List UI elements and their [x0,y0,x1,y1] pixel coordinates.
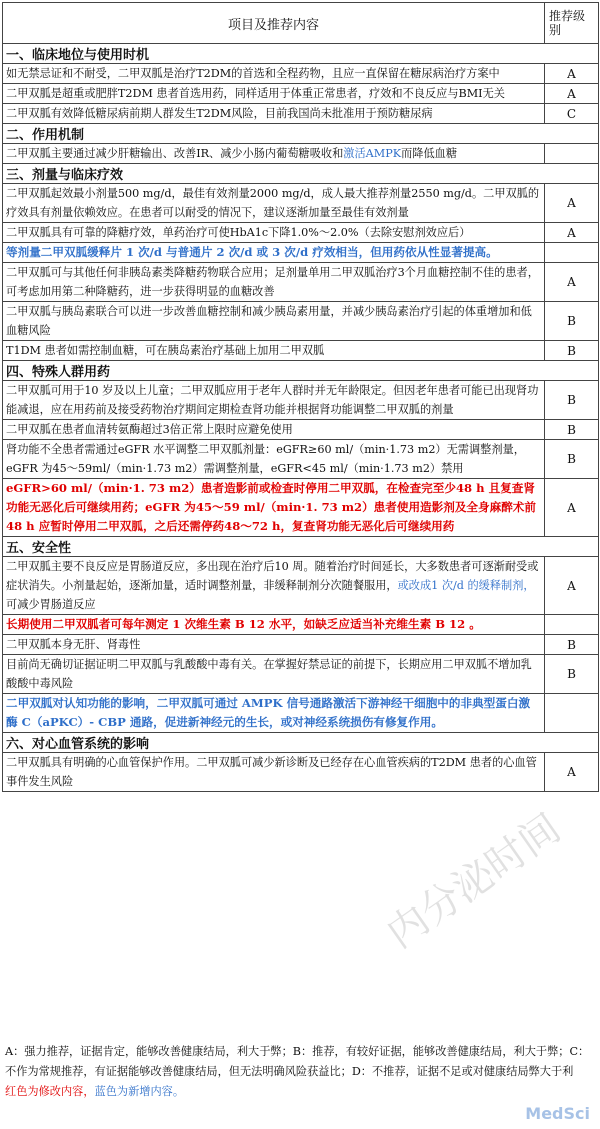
section-header-row [3,124,599,144]
medsci-logo: MedSci [525,1104,590,1123]
header-grade-column: 推荐级别 [545,3,599,44]
recommendation-text: 二甲双胍具有可靠的降糖疗效，单药治疗可使HbA1c下降1.0%～2.0%（去除安慰剂效应后） [3,223,545,243]
recommendation-grade: B [545,635,599,655]
recommendation-text: 二甲双胍是超重或肥胖T2DM 患者首选用药，同样适用于体重正常患者，疗效和不良反应与BMI无关 [3,84,545,104]
recommendation-grade [545,694,599,733]
recommendation-grade: C [545,104,599,124]
text-tail: 可减少胃肠道反应 [6,598,96,611]
header-item-column: 项目及推荐内容 [3,3,545,44]
footnote-blue-note: 蓝色为新增内容。 [94,1085,185,1098]
recommendation-text: 长期使用二甲双胍者可每年测定 1 次维生素 B 12 水平，如缺乏应适当补充维生素 B 12 。 [3,615,545,635]
table-header-row [3,3,599,44]
recommendation-row [3,557,599,615]
recommendation-grade: A [545,479,599,537]
recommendation-text: 如无禁忌证和不耐受，二甲双胍是治疗T2DM的首选和全程药物，且应一直保留在糖尿病治疗方案中 [3,64,545,84]
section-header-row [3,44,599,64]
recommendation-text: 二甲双胍对认知功能的影响，二甲双胍可通过 AMPK 信号通路激活下游神经干细胞中的非典型蛋白激酶 C（aPKC）- CBP 通路，促进新神经元的生长，或对神经系统损伤有修复作用。 [3,694,545,733]
recommendation-text: 等剂量二甲双胍缓释片 1 次/d 与普通片 2 次/d 或 3 次/d 疗效相当，但用药依从性显著提高。 [3,243,545,263]
recommendation-grade: A [545,753,599,792]
watermark: 内分泌时间 [378,805,570,958]
recommendation-text: eGFR>60 ml/（min·1. 73 m2）患者造影前或检查时停用二甲双胍，在检查完至少48 h 且复查肾功能无恶化后可继续用药；eGFR 为45～59 ml/（min·1. 73 m2）患者使用造影剂及全身麻醉术前48 h 应暂时停用二甲双胍，之后还需停药48～72 h，复查肾功能无恶化后可继续用药 [3,479,545,537]
recommendation-row [3,243,599,263]
recommendation-text: 二甲双胍具有明确的心血管保护作用。二甲双胍可减少新诊断及已经存在心血管疾病的T2DM 患者的心血管事件发生风险 [3,753,545,792]
recommendation-grade: A [545,223,599,243]
recommendation-row [3,655,599,694]
recommendation-row [3,381,599,420]
recommendation-row [3,753,599,792]
recommendation-grade: B [545,655,599,694]
recommendation-grade: B [545,341,599,361]
recommendation-grade: A [545,64,599,84]
section-header-row [3,361,599,381]
recommendation-text: 二甲双胍本身无肝、肾毒性 [3,635,545,655]
recommendation-grade: B [545,302,599,341]
section-title: 五、安全性 [3,537,599,557]
text-added-blue: 激活AMPK [343,147,402,160]
recommendation-grade [545,615,599,635]
recommendation-text: 肾功能不全患者需通过eGFR 水平调整二甲双胍剂量：eGFR≥60 ml/（min·1.73 m2）无需调整剂量，eGFR 为45～59ml/（min·1.73 m2）需调整剂量，eGFR<45 ml/（min·1.73 m2）禁用 [3,440,545,479]
recommendation-text: 二甲双胍可用于10 岁及以上儿童；二甲双胍应用于老年人群时并无年龄限定。但因老年患者可能已出现肾功能减退，应在用药前及接受药物治疗期间定期检查肾功能并根据肾功能调整二甲双胍的剂量 [3,381,545,420]
text-plain: 二甲双胍主要不良反应是胃肠道反应，多出现在治疗后10 周。随着治疗时间延长，大多数患者可逐渐耐受或症状消失。小剂量起始，逐渐加量，适时调整剂量，非缓释制剂分次随餐服用， [6,560,539,592]
recommendation-grade: A [545,84,599,104]
recommendation-grade [545,243,599,263]
recommendation-grade: A [545,184,599,223]
recommendation-row [3,184,599,223]
footnote-text: A：强力推荐，证据肯定，能够改善健康结局，利大于弊；B：推荐，有较好证据，能够改善健康结局，利大于弊；C：不作为常规推荐，有证据能够改善健康结局，但无法明确风险获益比；D：不推荐，证据不足或对健康结局弊大于利 [5,1045,590,1078]
recommendation-row [3,302,599,341]
recommendation-text: T1DM 患者如需控制血糖，可在胰岛素治疗基础上加用二甲双胍 [3,341,545,361]
section-title: 六、对心血管系统的影响 [3,733,599,753]
recommendation-text: 目前尚无确切证据证明二甲双胍与乳酸酸中毒有关。在掌握好禁忌证的前提下，长期应用二甲双胍不增加乳酸酸中毒风险 [3,655,545,694]
recommendation-row [3,341,599,361]
recommendation-text [3,144,545,164]
section-header-row [3,733,599,753]
recommendation-text: 二甲双胍与胰岛素联合可以进一步改善血糖控制和减少胰岛素用量，并减少胰岛素治疗引起的体重增加和低血糖风险 [3,302,545,341]
recommendation-grade: B [545,420,599,440]
footnote-red-note: 红色为修改内容， [5,1085,95,1098]
recommendation-row [3,635,599,655]
recommendation-row [3,479,599,537]
recommendation-row [3,104,599,124]
section-title: 二、作用机制 [3,124,599,144]
text-added-blue: 或改成1 次/d 的缓释制剂， [397,579,535,592]
recommendation-row [3,263,599,302]
text-plain: 二甲双胍主要通过减少肝糖输出、改善IR、减少小肠内葡萄糖吸收和 [6,147,344,160]
text-tail: 而降低血糖 [401,147,458,160]
section-title: 四、特殊人群用药 [3,361,599,381]
recommendation-row [3,440,599,479]
recommendation-grade: B [545,381,599,420]
recommendation-row [3,64,599,84]
recommendation-row [3,144,599,164]
recommendation-text: 二甲双胍起效最小剂量500 mg/d，最佳有效剂量2000 mg/d，成人最大推荐剂量2550 mg/d。二甲双胍的疗效具有剂量依赖效应。在患者可以耐受的情况下，建议逐渐加量至最佳有效剂量 [3,184,545,223]
recommendation-table [2,2,599,792]
section-header-row [3,164,599,184]
recommendation-grade [545,144,599,164]
recommendation-grade: B [545,440,599,479]
recommendation-row [3,420,599,440]
recommendation-text [3,557,545,615]
recommendation-text: 二甲双胍可与其他任何非胰岛素类降糖药物联合应用；足剂量单用二甲双胍治疗3个月血糖控制不佳的患者，可考虑加用第二种降糖药，进一步获得明显的血糖改善 [3,263,545,302]
recommendation-row [3,84,599,104]
recommendation-grade: A [545,557,599,615]
section-title: 一、临床地位与使用时机 [3,44,599,64]
recommendation-text: 二甲双胍在患者血清转氨酶超过3倍正常上限时应避免使用 [3,420,545,440]
recommendation-grade: A [545,263,599,302]
recommendation-row [3,694,599,733]
recommendation-text: 二甲双胍有效降低糖尿病前期人群发生T2DM风险，目前我国尚未批准用于预防糖尿病 [3,104,545,124]
recommendation-row [3,615,599,635]
footnote [2,1040,598,1104]
recommendation-row [3,223,599,243]
section-title: 三、剂量与临床疗效 [3,164,599,184]
section-header-row [3,537,599,557]
